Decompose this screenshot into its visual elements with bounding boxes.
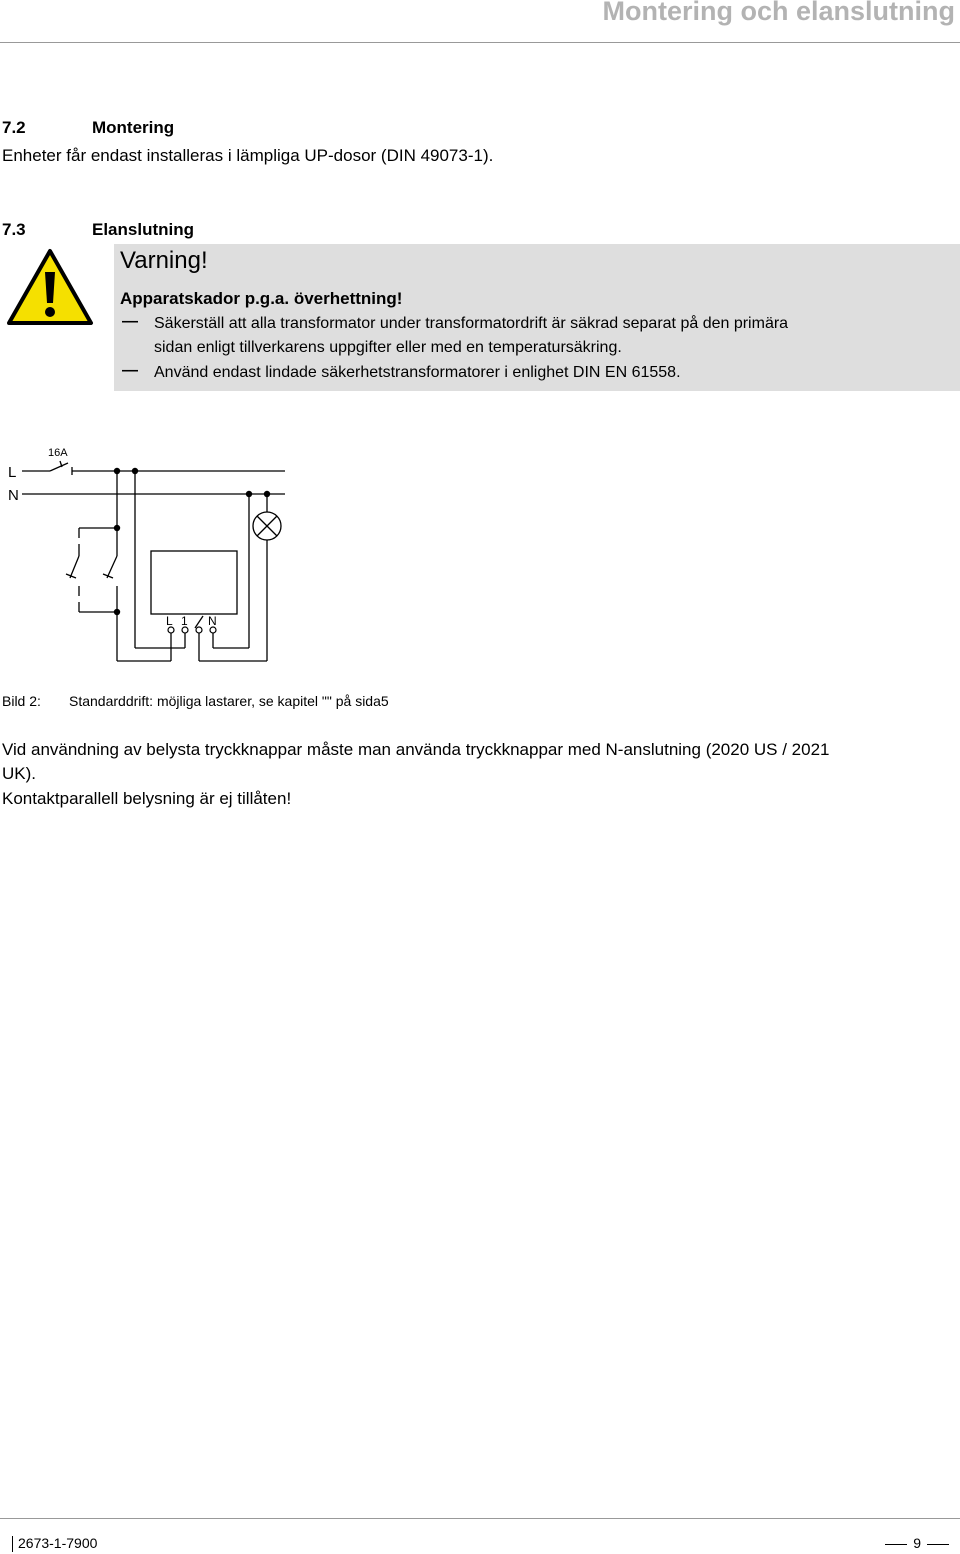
page-number: 9: [913, 1535, 921, 1551]
footer-rule: [0, 1518, 960, 1519]
line-l-label: L: [8, 464, 17, 481]
section-72-text: Enheter får endast installeras i lämpliga UP-dosor (DIN 49073-1).: [2, 146, 494, 165]
paragraph-2: Kontaktparallell belysning är ej tillåten!: [2, 789, 292, 808]
terminal-n-label: N: [208, 614, 217, 628]
section-73-title: Elanslutning: [92, 220, 194, 239]
warning-bullet-1-line-2: sidan enligt tillverkarens uppgifter eller med en temperatursäkring.: [154, 339, 622, 356]
fuse-label: 16A: [48, 447, 68, 459]
header-rule: [0, 42, 960, 43]
warning-bullet-1-line-1: Säkerställ att alla transformator under transformatordrift är säkrad separat på den primära: [154, 315, 789, 332]
warning-bullet-2: Använd endast lindade säkerhetstransformatorer i enlighet DIN EN 61558.: [154, 364, 681, 381]
paragraph-1: Vid användning av belysta tryckknappar måste man använda tryckknappar med N-anslutning (2020 US / 2021: [2, 740, 830, 759]
figure-label: Bild 2:: [2, 693, 41, 709]
section-72-title: Montering: [92, 118, 175, 137]
warning-triangle-icon: [6, 248, 94, 326]
terminal-l-label: L: [166, 614, 173, 628]
warning-subheading: Apparatskador p.g.a. överhettning!: [120, 289, 403, 308]
footer-dash-left: [885, 1544, 907, 1545]
bullet-dash-icon: —: [122, 362, 138, 379]
section-72-number: 7.2: [2, 118, 26, 137]
footer-page-number: [879, 1535, 955, 1551]
section-73-number: 7.3: [2, 220, 26, 239]
terminal-1-label: 1: [181, 614, 188, 628]
line-n-label: N: [8, 487, 19, 504]
warning-heading: Varning!: [120, 247, 208, 274]
page-header-title: Montering och elanslutning: [602, 0, 955, 26]
paragraph-1-cont: UK).: [2, 764, 36, 783]
footer-doc-number: 2673-1-7900: [18, 1535, 98, 1551]
wiring-diagram: [0, 436, 300, 668]
bullet-dash-icon: —: [122, 313, 138, 330]
footer-bar: [12, 1536, 13, 1552]
figure-caption: Standarddrift: möjliga lastarer, se kapitel "" på sida5: [69, 693, 389, 709]
footer-dash-right: [927, 1544, 949, 1545]
